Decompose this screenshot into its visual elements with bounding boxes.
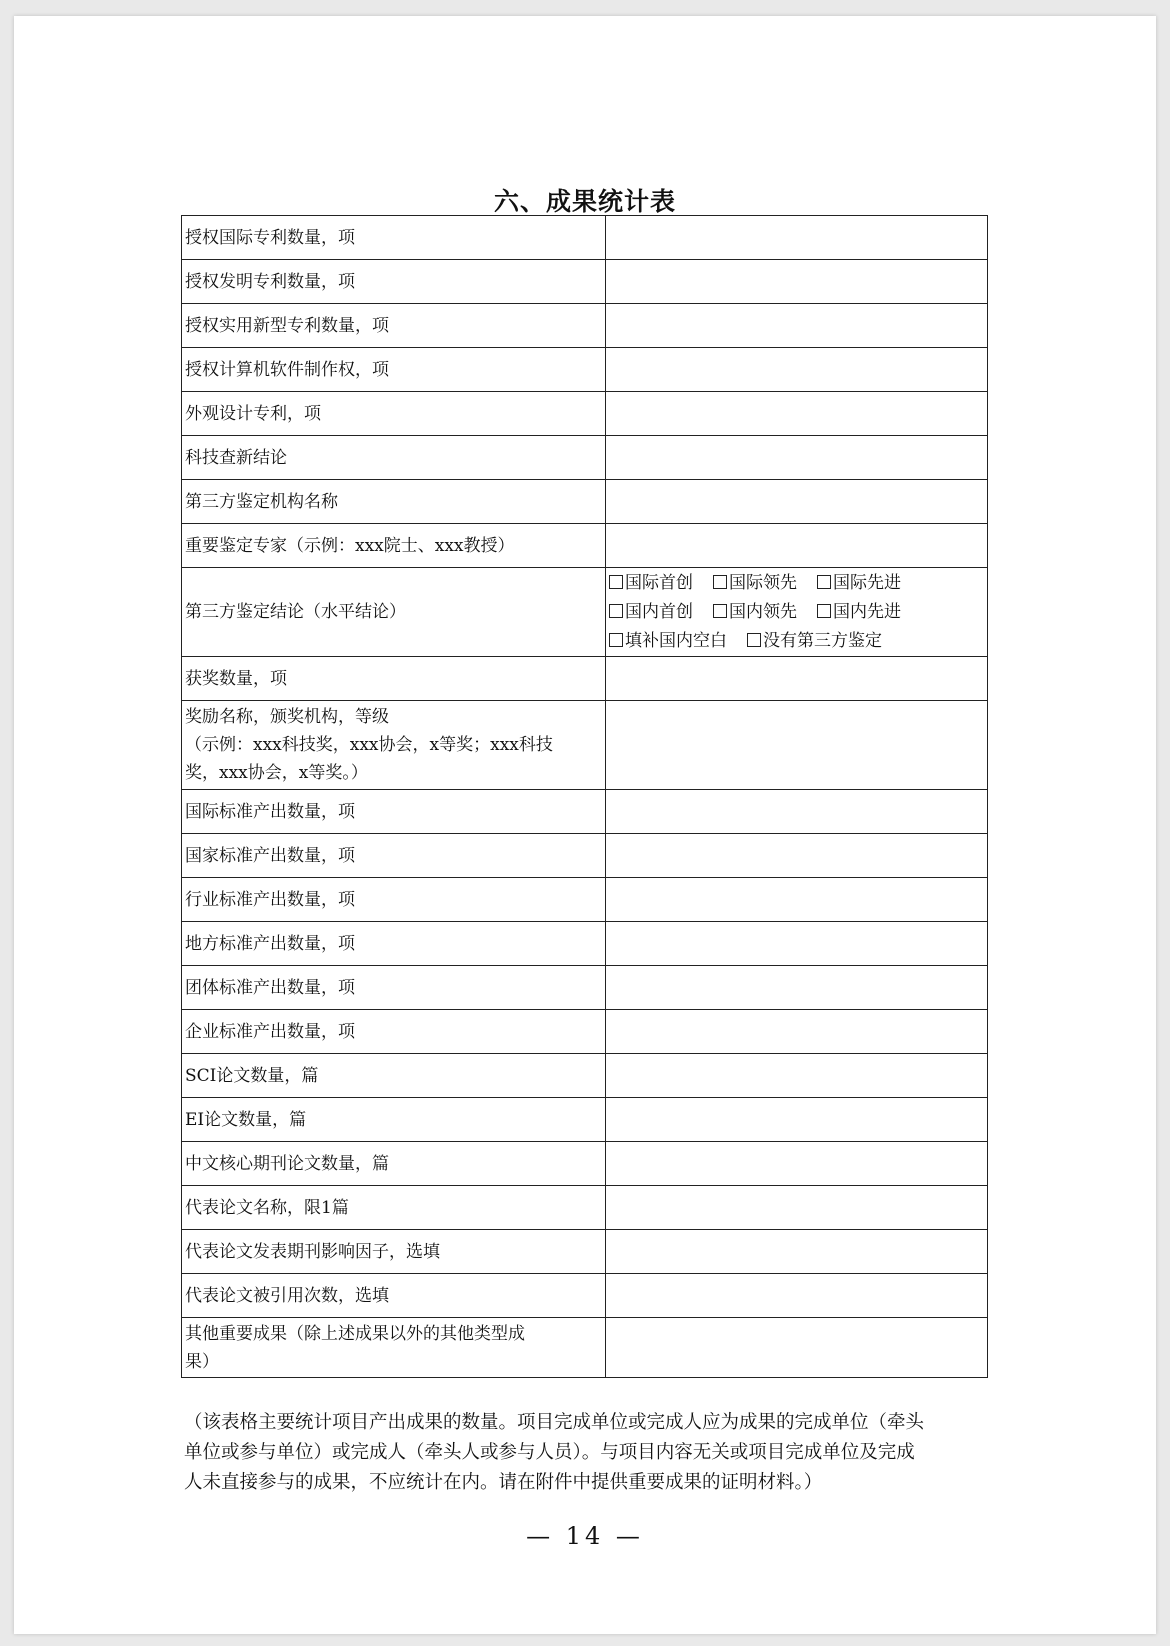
option-label: 没有第三方鉴定: [763, 630, 882, 651]
row-value-field[interactable]: [606, 480, 988, 524]
row-label-line: 其他重要成果（除上述成果以外的其他类型成: [185, 1323, 525, 1344]
row-label: 中文核心期刊论文数量，篇: [182, 1142, 606, 1186]
table-row: [182, 1142, 988, 1186]
option-checkbox[interactable]: [713, 569, 797, 598]
document-page: [14, 16, 1156, 1634]
row-label: 授权发明专利数量，项: [182, 260, 606, 304]
row-value-field[interactable]: [606, 1230, 988, 1274]
row-label: 行业标准产出数量，项: [182, 878, 606, 922]
option-label: 国内首创: [625, 601, 693, 622]
table-row: [182, 568, 988, 657]
row-label-line: （示例：xxx科技奖，xxx协会，x等奖；xxx科技: [185, 735, 553, 755]
checkbox-icon: [747, 633, 761, 647]
table-row: [182, 1318, 988, 1378]
row-value-field[interactable]: [606, 1274, 988, 1318]
row-value-field[interactable]: [606, 701, 988, 790]
row-value-field[interactable]: [606, 657, 988, 701]
option-checkbox[interactable]: [747, 627, 882, 656]
row-label: 第三方鉴定机构名称: [182, 480, 606, 524]
row-label: 代表论文发表期刊影响因子，选填: [182, 1230, 606, 1274]
row-value-field[interactable]: [606, 1186, 988, 1230]
row-label: 外观设计专利，项: [182, 392, 606, 436]
page-number: — 14 —: [526, 1522, 644, 1550]
table-row: [182, 1274, 988, 1318]
table-row: [182, 524, 988, 568]
row-label: 代表论文名称，限1篇: [182, 1186, 606, 1230]
row-label: 重要鉴定专家（示例：xxx院士、xxx教授）: [182, 524, 606, 568]
row-value-field[interactable]: [606, 392, 988, 436]
table-row: [182, 1010, 988, 1054]
row-label: [182, 1318, 606, 1378]
option-checkbox[interactable]: [609, 569, 693, 598]
checkbox-icon: [817, 575, 831, 589]
table-row: [182, 1098, 988, 1142]
row-label: 团体标准产出数量，项: [182, 966, 606, 1010]
row-value-field[interactable]: [606, 436, 988, 480]
table-row: [182, 216, 988, 260]
row-label: 代表论文被引用次数，选填: [182, 1274, 606, 1318]
table-row: [182, 657, 988, 701]
checkbox-icon: [713, 575, 727, 589]
row-label: 授权国际专利数量，项: [182, 216, 606, 260]
row-label: 地方标准产出数量，项: [182, 922, 606, 966]
footnote-line: 人未直接参与的成果，不应统计在内。请在附件中提供重要成果的证明材料。）: [184, 1472, 823, 1493]
table-row: [182, 922, 988, 966]
table-row: [182, 878, 988, 922]
option-label: 国内先进: [833, 601, 901, 622]
row-label: 获奖数量，项: [182, 657, 606, 701]
table-row: [182, 392, 988, 436]
row-value-field[interactable]: [606, 1010, 988, 1054]
achievement-stats-table: [181, 215, 988, 1378]
appraisal-conclusion-options: [606, 568, 988, 657]
table-row: [182, 1230, 988, 1274]
row-value-field[interactable]: [606, 304, 988, 348]
table-footnote: [184, 1408, 996, 1498]
row-value-field[interactable]: [606, 966, 988, 1010]
row-label: 授权计算机软件制作权，项: [182, 348, 606, 392]
option-label: 国际领先: [729, 572, 797, 593]
option-line: [609, 627, 985, 656]
table-row: [182, 304, 988, 348]
row-value-field[interactable]: [606, 1318, 988, 1378]
option-checkbox[interactable]: [817, 569, 901, 598]
row-label: 第三方鉴定结论（水平结论）: [182, 568, 606, 657]
table-row: [182, 701, 988, 790]
option-label: 填补国内空白: [625, 630, 727, 651]
option-label: 国内领先: [729, 601, 797, 622]
option-checkbox[interactable]: [609, 627, 727, 656]
table-row: [182, 834, 988, 878]
row-value-field[interactable]: [606, 922, 988, 966]
checkbox-icon: [713, 604, 727, 618]
option-label: 国际先进: [833, 572, 901, 593]
row-value-field[interactable]: [606, 834, 988, 878]
checkbox-icon: [817, 604, 831, 618]
row-value-field[interactable]: [606, 260, 988, 304]
option-label: 国际首创: [625, 572, 693, 593]
page-title: 六、成果统计表: [493, 187, 676, 216]
row-label-line: 奖，xxx协会，x等奖。）: [185, 763, 368, 783]
checkbox-icon: [609, 633, 623, 647]
checkbox-icon: [609, 575, 623, 589]
row-label: 国际标准产出数量，项: [182, 790, 606, 834]
table-row: [182, 1186, 988, 1230]
row-label: 国家标准产出数量，项: [182, 834, 606, 878]
row-value-field[interactable]: [606, 216, 988, 260]
table-row: [182, 348, 988, 392]
table-row: [182, 480, 988, 524]
row-value-field[interactable]: [606, 348, 988, 392]
table-row: [182, 966, 988, 1010]
row-value-field[interactable]: [606, 524, 988, 568]
table-row: [182, 790, 988, 834]
option-checkbox[interactable]: [817, 598, 901, 627]
row-value-field[interactable]: [606, 1142, 988, 1186]
row-value-field[interactable]: [606, 878, 988, 922]
row-value-field[interactable]: [606, 790, 988, 834]
footnote-line: （该表格主要统计项目产出成果的数量。项目完成单位或完成人应为成果的完成单位（牵头: [184, 1412, 925, 1433]
row-label: [182, 701, 606, 790]
checkbox-icon: [609, 604, 623, 618]
row-label-line: 果）: [185, 1351, 219, 1372]
option-checkbox[interactable]: [713, 598, 797, 627]
row-value-field[interactable]: [606, 1054, 988, 1098]
row-label: 企业标准产出数量，项: [182, 1010, 606, 1054]
row-label-line: 奖励名称，颁奖机构，等级: [185, 707, 389, 727]
table-row: [182, 436, 988, 480]
row-label: SCI论文数量，篇: [182, 1054, 606, 1098]
row-label: EI论文数量，篇: [182, 1098, 606, 1142]
row-value-field[interactable]: [606, 1098, 988, 1142]
table-row: [182, 1054, 988, 1098]
option-line: [609, 569, 985, 598]
row-label: 科技查新结论: [182, 436, 606, 480]
option-checkbox[interactable]: [609, 598, 693, 627]
option-line: [609, 598, 985, 627]
row-label: 授权实用新型专利数量，项: [182, 304, 606, 348]
table-row: [182, 260, 988, 304]
footnote-line: 单位或参与单位）或完成人（牵头人或参与人员）。与项目内容无关或项目完成单位及完成: [184, 1442, 915, 1463]
